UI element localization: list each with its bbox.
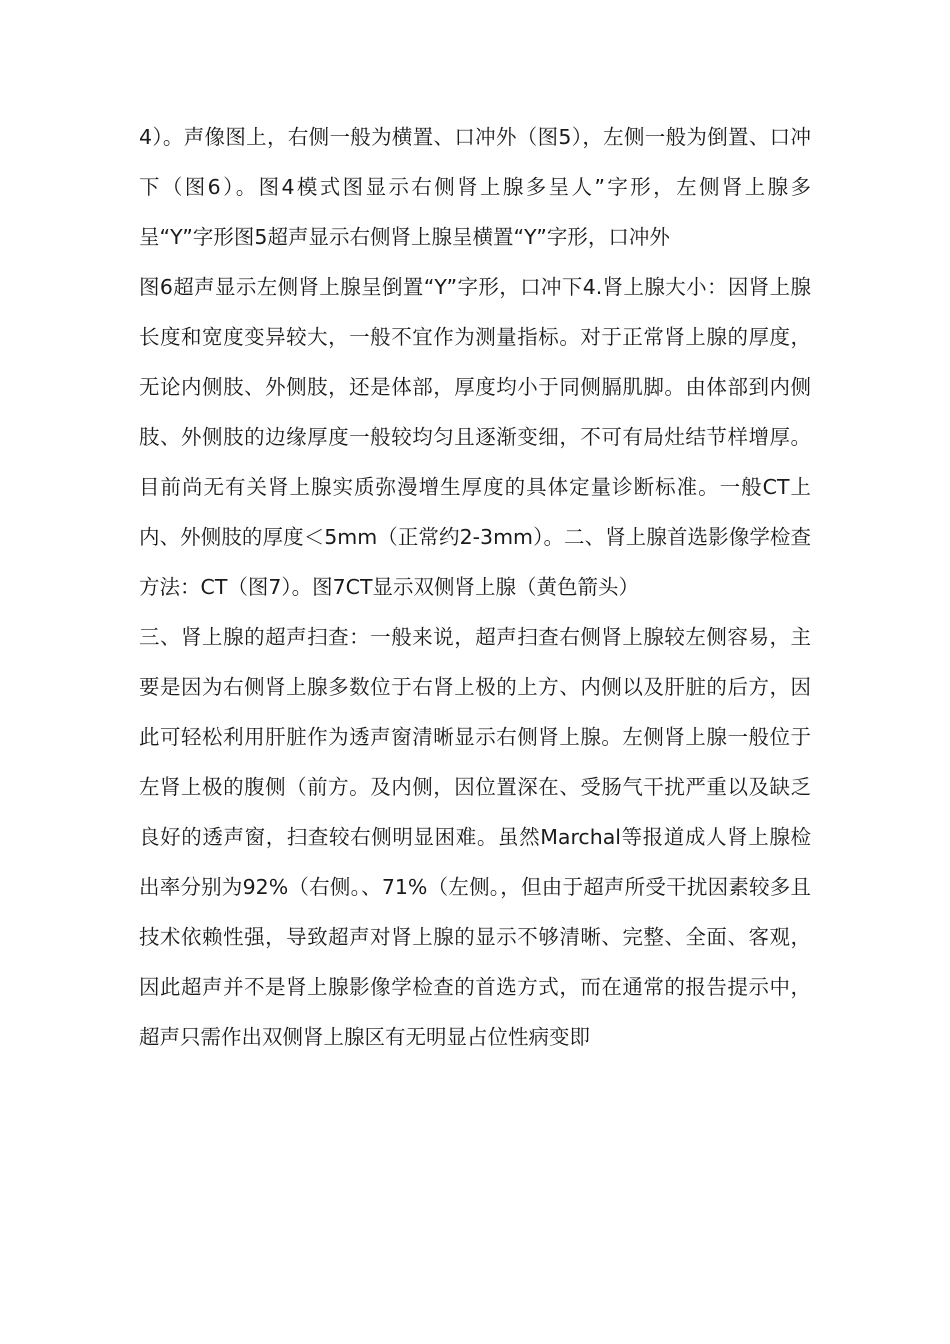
paragraph-2: 图6超声显示左侧肾上腺呈倒置“Y”字形，口冲下4.肾上腺大小：因肾上腺长度和宽度变异较大，一般不宜作为测量指标。对于正常肾上腺的厚度，无论内侧肢、外侧肢，还是体部，厚度均小于同侧膈肌脚。由体部到内侧肢、外侧肢的边缘厚度一般较均匀且逐渐变细，不可有局灶结节样增厚。目前尚无有关肾上腺实质弥漫增生厚度的具体定量诊断标准。一般CT上内、外侧肢的厚度＜5mm（正常约2-3mm）。二、肾上腺首选影像学检查方法：CT（图7）。图7CT显示双侧肾上腺（黄色箭头） [139,275,811,599]
paragraph-3: 三、肾上腺的超声扫查：一般来说，超声扫查右侧肾上腺较左侧容易，主要是因为右侧肾上腺多数位于右肾上极的上方、内侧以及肝脏的后方，因此可轻松利用肝脏作为透声窗清晰显示右侧肾上腺。左侧肾上腺一般位于左肾上极的腹侧（前方。及内侧，因位置深在、受肠气干扰严重以及缺乏良好的透声窗，扫查较右侧明显困难。虽然Marchal等报道成人肾上腺检出率分别为92%（右侧。、71%（左侧。，但由于超声所受干扰因素较多且技术依赖性强，导致超声对肾上腺的显示不够清晰、完整、全面、客观，因此超声并不是肾上腺影像学检查的首选方式，而在通常的报告提示中，超声只需作出双侧肾上腺区有无明显占位性病变即 [139,625,811,1049]
paragraph-1: 4）。声像图上，右侧一般为横置、口冲外（图5），左侧一般为倒置、口冲下（图6）。图4模式图显示右侧肾上腺多呈人”字形，左侧肾上腺多呈“Y”字形图5超声显示右侧肾上腺呈横置“Y”字形，口冲外 [139,125,811,249]
document-body [139,112,811,1062]
